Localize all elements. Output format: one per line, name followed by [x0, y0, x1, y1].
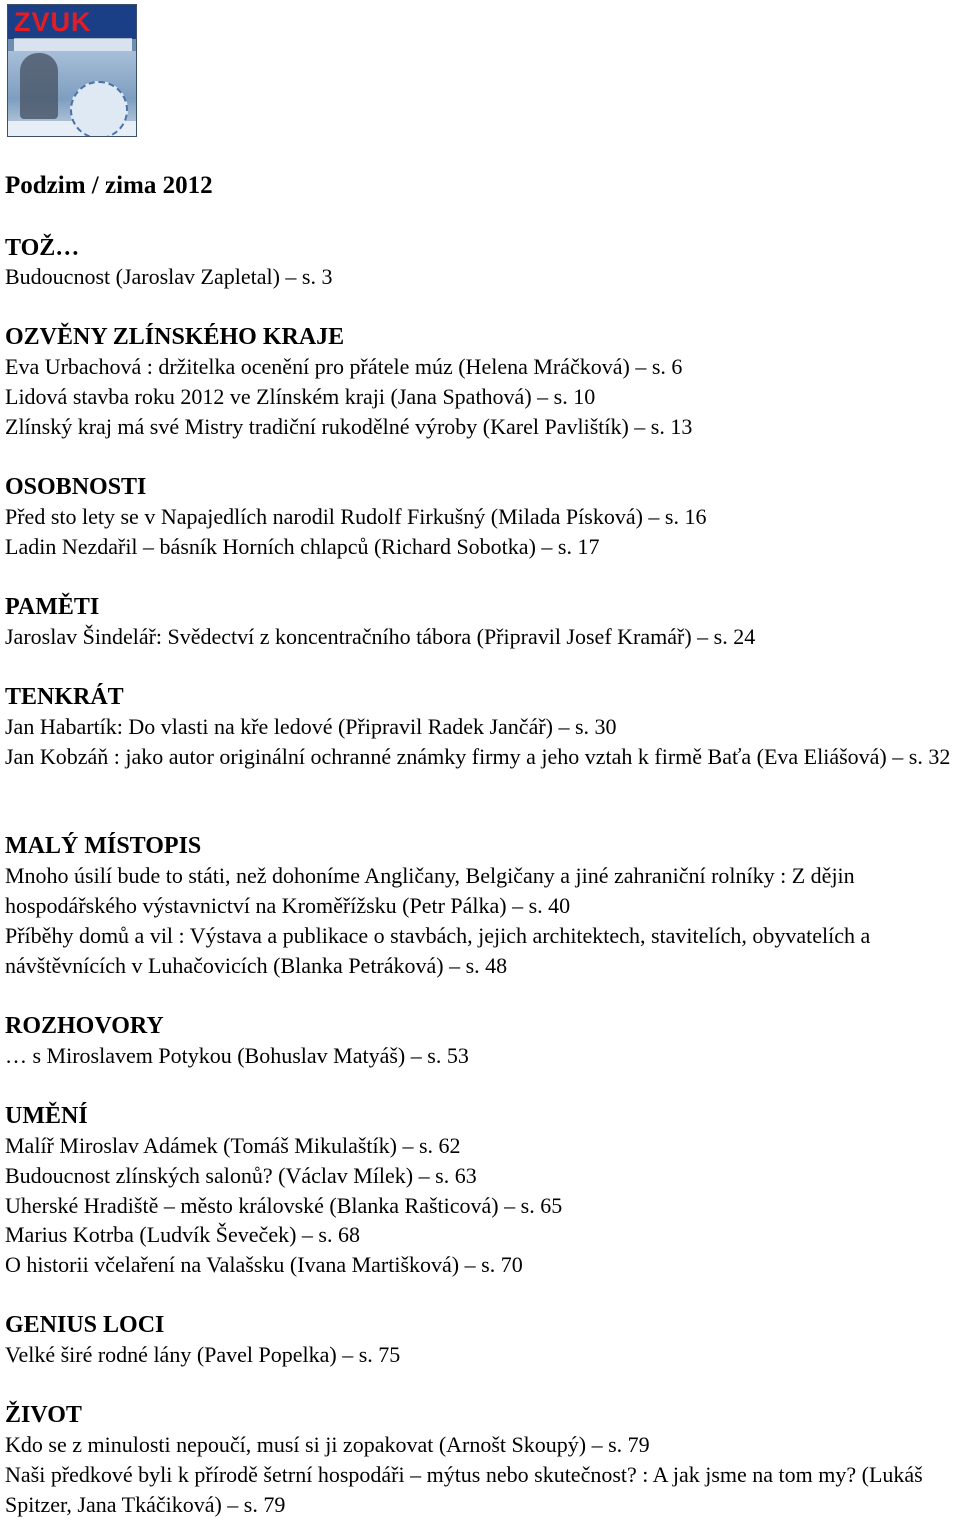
- section-heading-pameti: PAMĚTI: [5, 594, 100, 620]
- section-heading-osobnosti: OSOBNOSTI: [5, 474, 147, 500]
- toc-entry: O historii včelaření na Valašsku (Ivana Martišková) – s. 70: [5, 1252, 523, 1277]
- toc-entry: Ladin Nezdařil – básník Horních chlapců (Richard Sobotka) – s. 17: [5, 534, 600, 559]
- toc-entry: Před sto lety se v Napajedlích narodil Rudolf Firkušný (Milada Písková) – s. 16: [5, 504, 707, 529]
- section-heading-rozhovory: ROZHOVORY: [5, 1013, 164, 1039]
- toc-entry: Jan Habartík: Do vlasti na kře ledové (Připravil Radek Jančář) – s. 30: [5, 714, 617, 739]
- cover-figure: [20, 53, 58, 119]
- toc-entry: Malíř Miroslav Adámek (Tomáš Mikulaštík) – s. 62: [5, 1133, 461, 1158]
- toc-entry: Mnoho úsilí bude to státi, než dohoníme Angličany, Belgičany a jiné zahraniční rolníky : Z dějin hospodářského výstavnictví na Kroměřížsku (Petr Pálka) – s. 40: [5, 863, 855, 918]
- toc-entry: Jan Kobzáň : jako autor originální ochranné známky firmy a jeho vztah k firmě Baťa (Eva Eliášová) – s. 32: [5, 744, 951, 769]
- toc-entry: Lidová stavba roku 2012 ve Zlínském kraji (Jana Spathová) – s. 10: [5, 384, 596, 409]
- toc-entry: Kdo se z minulosti nepoučí, musí si ji zopakovat (Arnošt Skoupý) – s. 79: [5, 1432, 650, 1457]
- toc-entry: Naši předkové byli k přírodě šetrní hospodáři – mýtus nebo skutečnost? : A jak jsme na tom my? (Lukáš Spitzer, Jana Tkáčiková) – s. 79: [5, 1462, 923, 1517]
- magazine-cover-image: [7, 4, 137, 137]
- toc-entry: Velké širé rodné lány (Pavel Popelka) – s. 75: [5, 1342, 401, 1367]
- section-heading-zivot: ŽIVOT: [5, 1402, 82, 1428]
- toc-entry: Příběhy domů a vil : Výstava a publikace o stavbách, jejich architektech, stavitelích, obyvatelích a návštěvnících v Luhačovicích (Blanka Petráková) – s. 48: [5, 923, 871, 978]
- section-heading-genius-loci: GENIUS LOCI: [5, 1312, 165, 1338]
- toc-entry: Eva Urbachová : držitelka ocenění pro přátele múz (Helena Mráčková) – s. 6: [5, 354, 683, 379]
- toc-entry: Marius Kotrba (Ludvík Ševeček) – s. 68: [5, 1222, 360, 1247]
- section-heading-ozveny: OZVĚNY ZLÍNSKÉHO KRAJE: [5, 324, 345, 350]
- section-heading-umeni: UMĚNÍ: [5, 1103, 88, 1129]
- toc-entry: Uherské Hradiště – město královské (Blanka Rašticová) – s. 65: [5, 1193, 563, 1218]
- toc-entry: Jaroslav Šindelář: Svědectví z koncentračního tábora (Připravil Josef Kramář) – s. 24: [5, 624, 756, 649]
- toc-entry: Zlínský kraj má své Mistry tradiční rukodělné výroby (Karel Pavlištík) – s. 13: [5, 414, 693, 439]
- section-heading-tenkrat: TENKRÁT: [5, 684, 124, 710]
- snowflake-icon: [70, 81, 128, 137]
- cover-title: ZVUK: [14, 7, 92, 37]
- toc-entry: Budoucnost (Jaroslav Zapletal) – s. 3: [5, 264, 333, 289]
- toc-entry: Budoucnost zlínských salonů? (Václav Mílek) – s. 63: [5, 1163, 477, 1188]
- issue-season-title: Podzim / zima 2012: [5, 172, 213, 199]
- section-heading-toz: TOŽ…: [5, 235, 80, 261]
- section-heading-maly-mistopis: MALÝ MÍSTOPIS: [5, 833, 202, 859]
- cover-subtitle-strip: [14, 38, 132, 51]
- toc-entry: … s Miroslavem Potykou (Bohuslav Matyáš) – s. 53: [5, 1043, 469, 1068]
